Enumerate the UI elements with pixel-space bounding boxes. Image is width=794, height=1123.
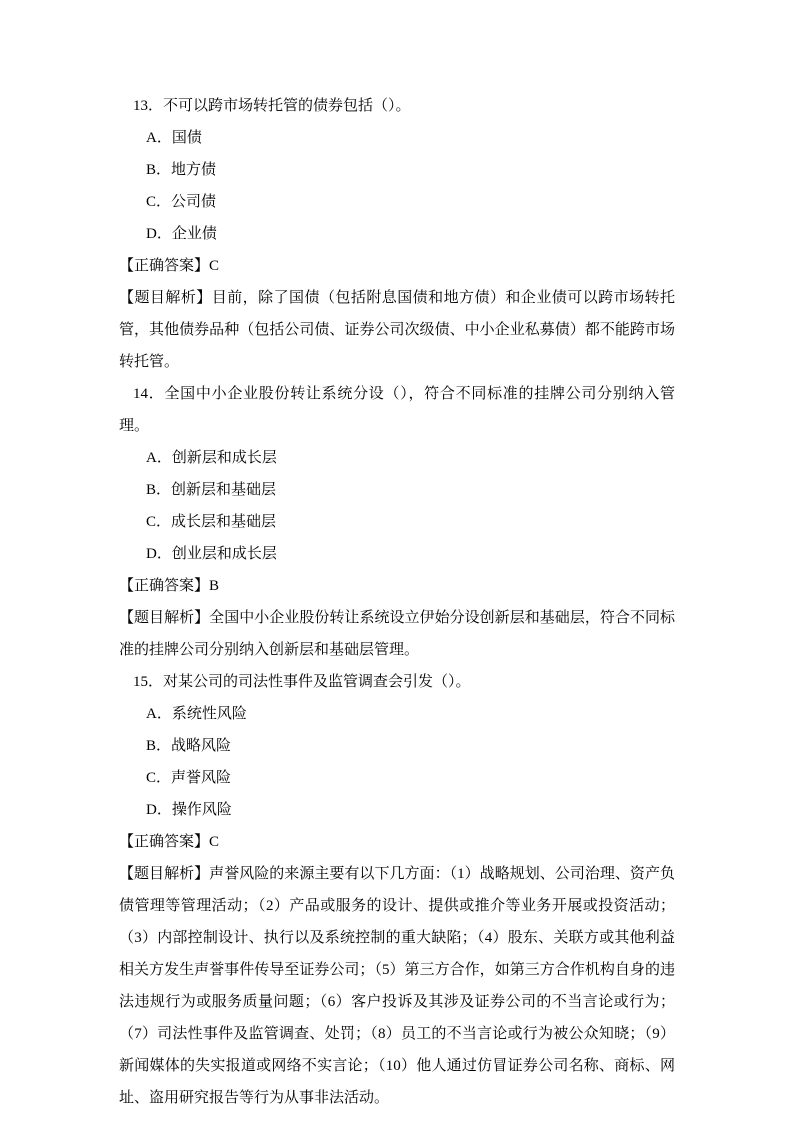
option-a: A．国债 bbox=[146, 130, 202, 146]
answer-line bbox=[119, 250, 675, 282]
analysis-text: 声誉风险的来源主要有以下几方面：（1）战略规划、公司治理、资产负债管理等管理活动；（2）产品或服务的设计、提供或推介等业务开展或投资活动；（3）内部控制设计、执行以及系统控制的重大缺陷；（4）股东、关联方或其他利益相关方发生声誉事件传导至证券公司；（5）第三方合作，如第三方合作机构自身的违法违规行为或服务质量问题；（6）客户投诉及其涉及证券公司的不当言论或行为；（7）司法性事件及监管调查、处罚；（8）员工的不当言论或行为被公众知晓；（9）新闻媒体的失实报道或网络不实言论；（10）他人通过仿冒证券公司名称、商标、网址、盗用研究报告等行为从事非法活动。 bbox=[119, 866, 675, 1106]
option-a: A．创新层和成长层 bbox=[146, 450, 277, 466]
analysis-paragraph bbox=[119, 858, 675, 1114]
answer-label: 【正确答案】 bbox=[119, 258, 210, 274]
answer-label: 【正确答案】 bbox=[119, 578, 210, 594]
answer-line bbox=[119, 570, 675, 602]
analysis-paragraph bbox=[119, 282, 675, 378]
analysis-text: 目前，除了国债（包括附息国债和地方债）和企业债可以跨市场转托管，其他债券品种（包括公司债、证券公司次级债、中小企业私募债）都不能跨市场转托管。 bbox=[119, 290, 675, 370]
question-block-15 bbox=[119, 666, 675, 1114]
analysis-text: 全国中小企业股份转让系统设立伊始分设创新层和基础层，符合不同标准的挂牌公司分别纳入创新层和基础层管理。 bbox=[119, 610, 675, 658]
question-block-13 bbox=[119, 90, 675, 378]
option-d: D．企业债 bbox=[146, 226, 217, 242]
question-stem: 15．对某公司的司法性事件及监管调查会引发（）。 bbox=[133, 674, 471, 690]
question-stem: 13．不可以跨市场转托管的债券包括（）。 bbox=[133, 98, 411, 114]
answer-line bbox=[119, 826, 675, 858]
option-c: C．声誉风险 bbox=[146, 770, 232, 786]
option-b: B．战略风险 bbox=[146, 738, 232, 754]
option-c: C．成长层和基础层 bbox=[146, 514, 277, 530]
option-c: C．公司债 bbox=[146, 194, 217, 210]
answer-label: 【正确答案】 bbox=[119, 834, 210, 850]
answer-value: C bbox=[209, 834, 220, 850]
analysis-paragraph bbox=[119, 602, 675, 666]
answer-value: B bbox=[209, 578, 220, 594]
analysis-label: 【题目解析】 bbox=[119, 610, 210, 626]
option-b: B．地方债 bbox=[146, 162, 217, 178]
option-d: D．操作风险 bbox=[146, 802, 232, 818]
option-b: B．创新层和基础层 bbox=[146, 482, 277, 498]
option-a: A．系统性风险 bbox=[146, 706, 247, 722]
answer-value: C bbox=[209, 258, 220, 274]
analysis-label: 【题目解析】 bbox=[119, 866, 210, 882]
question-block-14 bbox=[119, 378, 675, 666]
option-d: D．创业层和成长层 bbox=[146, 546, 277, 562]
question-stem: 14．全国中小企业股份转让系统分设（），符合不同标准的挂牌公司分别纳入管理。 bbox=[119, 386, 675, 434]
analysis-label: 【题目解析】 bbox=[119, 290, 212, 306]
